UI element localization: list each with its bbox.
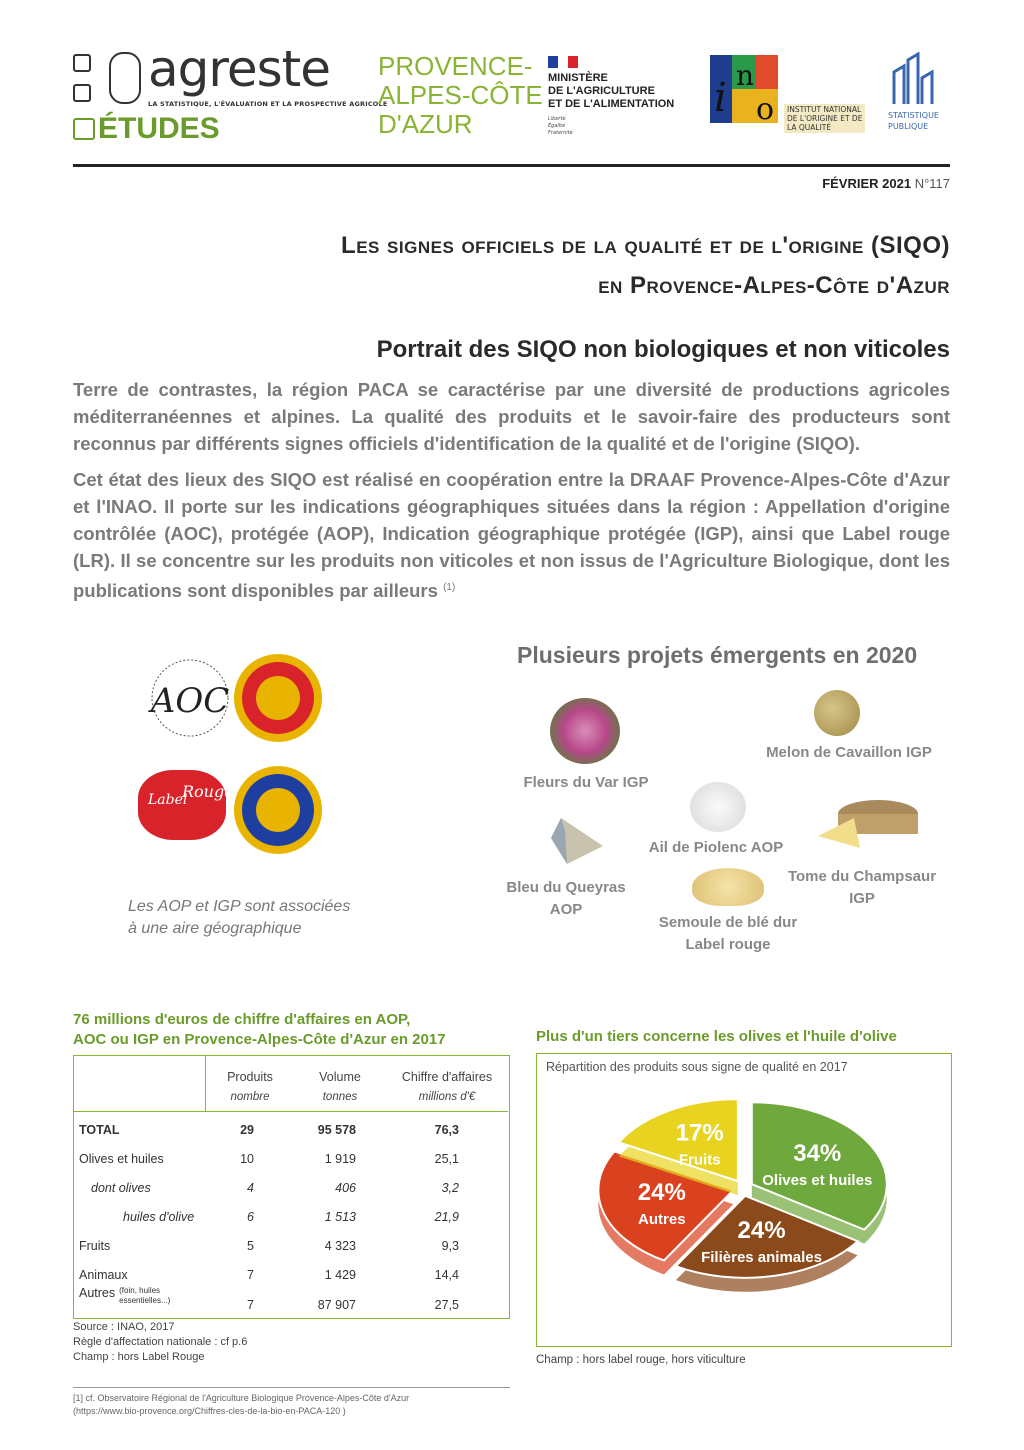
page-subtitle: Portrait des SIQO non biologiques et non viticoles: [376, 336, 950, 363]
footnote-line: (https://www.bio-provence.org/Chiffres-cles-de-la-bio-en-PACA-120 ): [73, 1406, 346, 1416]
intro-paragraph-2: [73, 466, 950, 604]
table-row-label: [79, 1268, 128, 1282]
note-line: Source : INAO, 2017: [73, 1321, 175, 1333]
brand-name: agreste: [148, 40, 331, 98]
note-line: Champ : hors Label Rouge: [73, 1351, 205, 1363]
chart-note: Champ : hors label rouge, hors viticulture: [536, 1354, 746, 1366]
inao-name: [784, 104, 865, 133]
region-name: [378, 52, 543, 139]
project-label-text: Bleu du Queyras AOP: [506, 879, 626, 918]
republique-flag-icon: [548, 56, 578, 68]
chart-subtitle: Répartition des produits sous signe de qualité en 2017: [546, 1060, 848, 1074]
table-row-label: [79, 1239, 110, 1253]
table-row-label: [91, 1181, 151, 1195]
footnote-ref: (1): [443, 582, 456, 593]
table-cell: 29: [240, 1123, 254, 1137]
brand-tagline: LA STATISTIQUE, L'ÉVALUATION ET LA PROSPECTIVE AGRICOLE: [148, 100, 388, 108]
label-rouge-text: Rouge: [182, 782, 234, 801]
statistique-publique-name: [888, 110, 939, 132]
column-name: Volume: [319, 1070, 361, 1084]
issue-number: N°117: [914, 176, 950, 191]
stat-line: STATISTIQUE: [888, 111, 939, 120]
row-label-text: Autres: [79, 1286, 116, 1300]
intro-paragraph: Terre de contrastes, la région PACA se caractérise par une diversité de productions agricoles méditerranéennes et alpines. La qualité des produits et le savoir-faire des producteurs sont reconnus par différents signes officiels d'identification de la qualité et de l'origine (SIQO).: [73, 379, 950, 454]
inao-logo: [710, 55, 778, 123]
table-row-label: [79, 1286, 199, 1306]
svg-text:i: i: [714, 75, 727, 121]
pie-category-label: Autres: [638, 1211, 686, 1229]
ministry-line: ET DE L'ALIMENTATION: [548, 98, 675, 110]
table-cell: 1 429: [324, 1268, 356, 1282]
table-cell: 406: [335, 1181, 356, 1195]
project-label: Ail de Piolenc AOP: [648, 839, 784, 856]
table-header-rule: [73, 1111, 508, 1112]
table-title-line: 76 millions d'euros de chiffre d'affaires en AOP,: [73, 1011, 411, 1028]
agreste-grid-logo: [73, 52, 143, 110]
table-cell: 5: [247, 1239, 254, 1253]
table-cell: 21,9: [434, 1210, 459, 1224]
table-cell: 1 513: [324, 1210, 356, 1224]
leaf-icon: [109, 52, 141, 104]
column-header: [210, 1068, 290, 1107]
inao-line: DE L'ORIGINE ET DE: [787, 114, 863, 123]
motto-line: Liberté: [548, 116, 566, 122]
column-name: Chiffre d'affaires: [401, 1070, 493, 1084]
project-label: [500, 877, 632, 921]
table-title-line: AOC ou IGP en Provence-Alpes-Côte d'Azur en 2017: [73, 1031, 446, 1048]
series-name: ÉTUDES: [98, 112, 220, 145]
table-cell: 4: [247, 1181, 254, 1195]
motto-line: Égalité: [548, 123, 566, 129]
region-line: ALPES-CÔTE: [378, 80, 543, 110]
issue-date: [822, 176, 950, 191]
blue-cheese-image: [547, 816, 605, 866]
row-label-text: TOTAL: [79, 1123, 120, 1137]
republic-motto: [548, 116, 573, 137]
trend-icon: [73, 118, 95, 140]
melon-image: [814, 690, 860, 736]
project-label: Semoule de blé dur Label rouge: [658, 914, 798, 953]
aoc-text: AOC: [150, 681, 230, 721]
region-line: D'AZUR: [378, 109, 473, 139]
table-cell: 27,5: [434, 1298, 459, 1312]
pie-value-label: 24%: [637, 1179, 686, 1207]
footnote-rule: [73, 1387, 510, 1388]
row-label-text: dont olives: [91, 1181, 151, 1195]
footnote: [73, 1392, 409, 1418]
aop-logo: [234, 654, 322, 742]
row-label-text: Fruits: [79, 1239, 111, 1253]
tome-cheese-image: [814, 792, 922, 856]
header-rule: [73, 164, 950, 167]
pie-value-label: 17%: [675, 1119, 724, 1147]
pie-category-label: Filières animales: [701, 1248, 823, 1266]
column-unit: nombre: [230, 1091, 270, 1103]
date: FÉVRIER 2021: [822, 176, 912, 191]
table-divider: [205, 1055, 206, 1111]
projects-title: Plusieurs projets émergents en 2020: [517, 642, 918, 668]
column-name: Produits: [227, 1070, 273, 1084]
label-rouge-text: Label: [148, 792, 188, 808]
table-row-label: [79, 1123, 120, 1137]
intro-text: Cet état des lieux des SIQO est réalisé en coopération entre la DRAAF Provence-Alpes-Côte d'Azur et l'INAO. Il porte sur les indications géographiques situées dans la région : Appellation d'origine contrôlée (AOC), protégée (AOP), Indication géographique protégée (IGP), ainsi que Label rouge (LR). Il se concentre sur les produits non viticoles et non issus de l'Agriculture Biologique, dont les publications sont disponibles par ailleurs: [73, 469, 950, 602]
table-cell: 10: [240, 1152, 254, 1166]
table-row-label: [79, 1152, 164, 1166]
inao-line: LA QUALITÉ: [787, 123, 832, 132]
table-cell: 14,4: [434, 1268, 459, 1282]
column-header: [388, 1068, 506, 1107]
pie-value-label: 24%: [737, 1216, 786, 1244]
page-title: [341, 226, 950, 306]
label-rouge-logo: [138, 770, 234, 840]
motto-line: Fraternité: [548, 130, 573, 136]
ministry-line: DE L'AGRICULTURE: [548, 85, 655, 97]
pie-category-label: Fruits: [678, 1151, 721, 1169]
table-cell: 87 907: [317, 1298, 356, 1312]
table-cell: 25,1: [434, 1152, 459, 1166]
table-cell: 7: [247, 1298, 254, 1312]
footnote-line: [1] cf. Observatoire Régional de l'Agriculture Biologique Provence-Alpes-Côte d'Azur: [73, 1393, 410, 1403]
column-header: [298, 1068, 382, 1107]
garlic-image: [690, 782, 746, 832]
table-cell: 4 323: [324, 1239, 356, 1253]
svg-text:o: o: [756, 92, 775, 123]
ministry-name: [548, 72, 674, 111]
project-label: Tome du Champsaur IGP: [787, 868, 937, 907]
row-label-text: Animaux: [79, 1268, 128, 1282]
table-cell: 7: [247, 1268, 254, 1282]
aoc-logo: [148, 656, 232, 740]
row-label-detail: (foin, huiles essentielles...): [119, 1286, 171, 1305]
logos-caption: [128, 896, 350, 940]
table-cell: 6: [247, 1210, 254, 1224]
pie-chart: [540, 1076, 946, 1340]
column-unit: tonnes: [322, 1091, 358, 1103]
ministry-line: MINISTÈRE: [548, 72, 608, 84]
table-cell: 9,3: [441, 1239, 459, 1253]
statistique-publique-logo: [890, 52, 940, 108]
table-cell: 76,3: [434, 1123, 459, 1137]
table-cell: 3,2: [441, 1181, 459, 1195]
table-row-label: [123, 1210, 194, 1224]
row-label-text: huiles d'olive: [123, 1210, 195, 1224]
region-line: PROVENCE-: [378, 51, 533, 81]
note-line: Règle d'affectation nationale : cf p.6: [73, 1336, 248, 1348]
chart-title: Plus d'un tiers concerne les olives et l'huile d'olive: [536, 1028, 897, 1045]
project-label: Fleurs du Var IGP: [523, 774, 649, 791]
pie-value-label: 34%: [793, 1139, 842, 1167]
column-unit: millions d'€: [418, 1091, 476, 1103]
caption-line: Les AOP et IGP sont associées: [128, 898, 351, 915]
stat-line: PUBLIQUE: [888, 122, 929, 131]
cross-icon: [73, 84, 91, 102]
row-label-text: Olives et huiles: [79, 1152, 164, 1166]
table-title: [73, 1010, 446, 1050]
igp-logo: [234, 766, 322, 854]
table-cell: 1 919: [324, 1152, 356, 1166]
pie-category-label: Olives et huiles: [762, 1171, 873, 1189]
chart-icon: [73, 54, 91, 72]
table-notes: [73, 1320, 247, 1365]
caption-line: à une aire géographique: [128, 920, 302, 937]
table-cell: 95 578: [317, 1123, 356, 1137]
inao-line: INSTITUT NATIONAL: [787, 105, 862, 114]
project-label: Melon de Cavaillon IGP: [766, 744, 932, 761]
title-line: Les signes officiels de la qualité et de l'origine (SIQO): [341, 232, 950, 259]
title-line: en Provence-Alpes-Côte d'Azur: [598, 272, 950, 299]
semolina-image: [692, 868, 764, 906]
svg-text:n: n: [736, 59, 755, 92]
flowers-image: [550, 698, 620, 764]
